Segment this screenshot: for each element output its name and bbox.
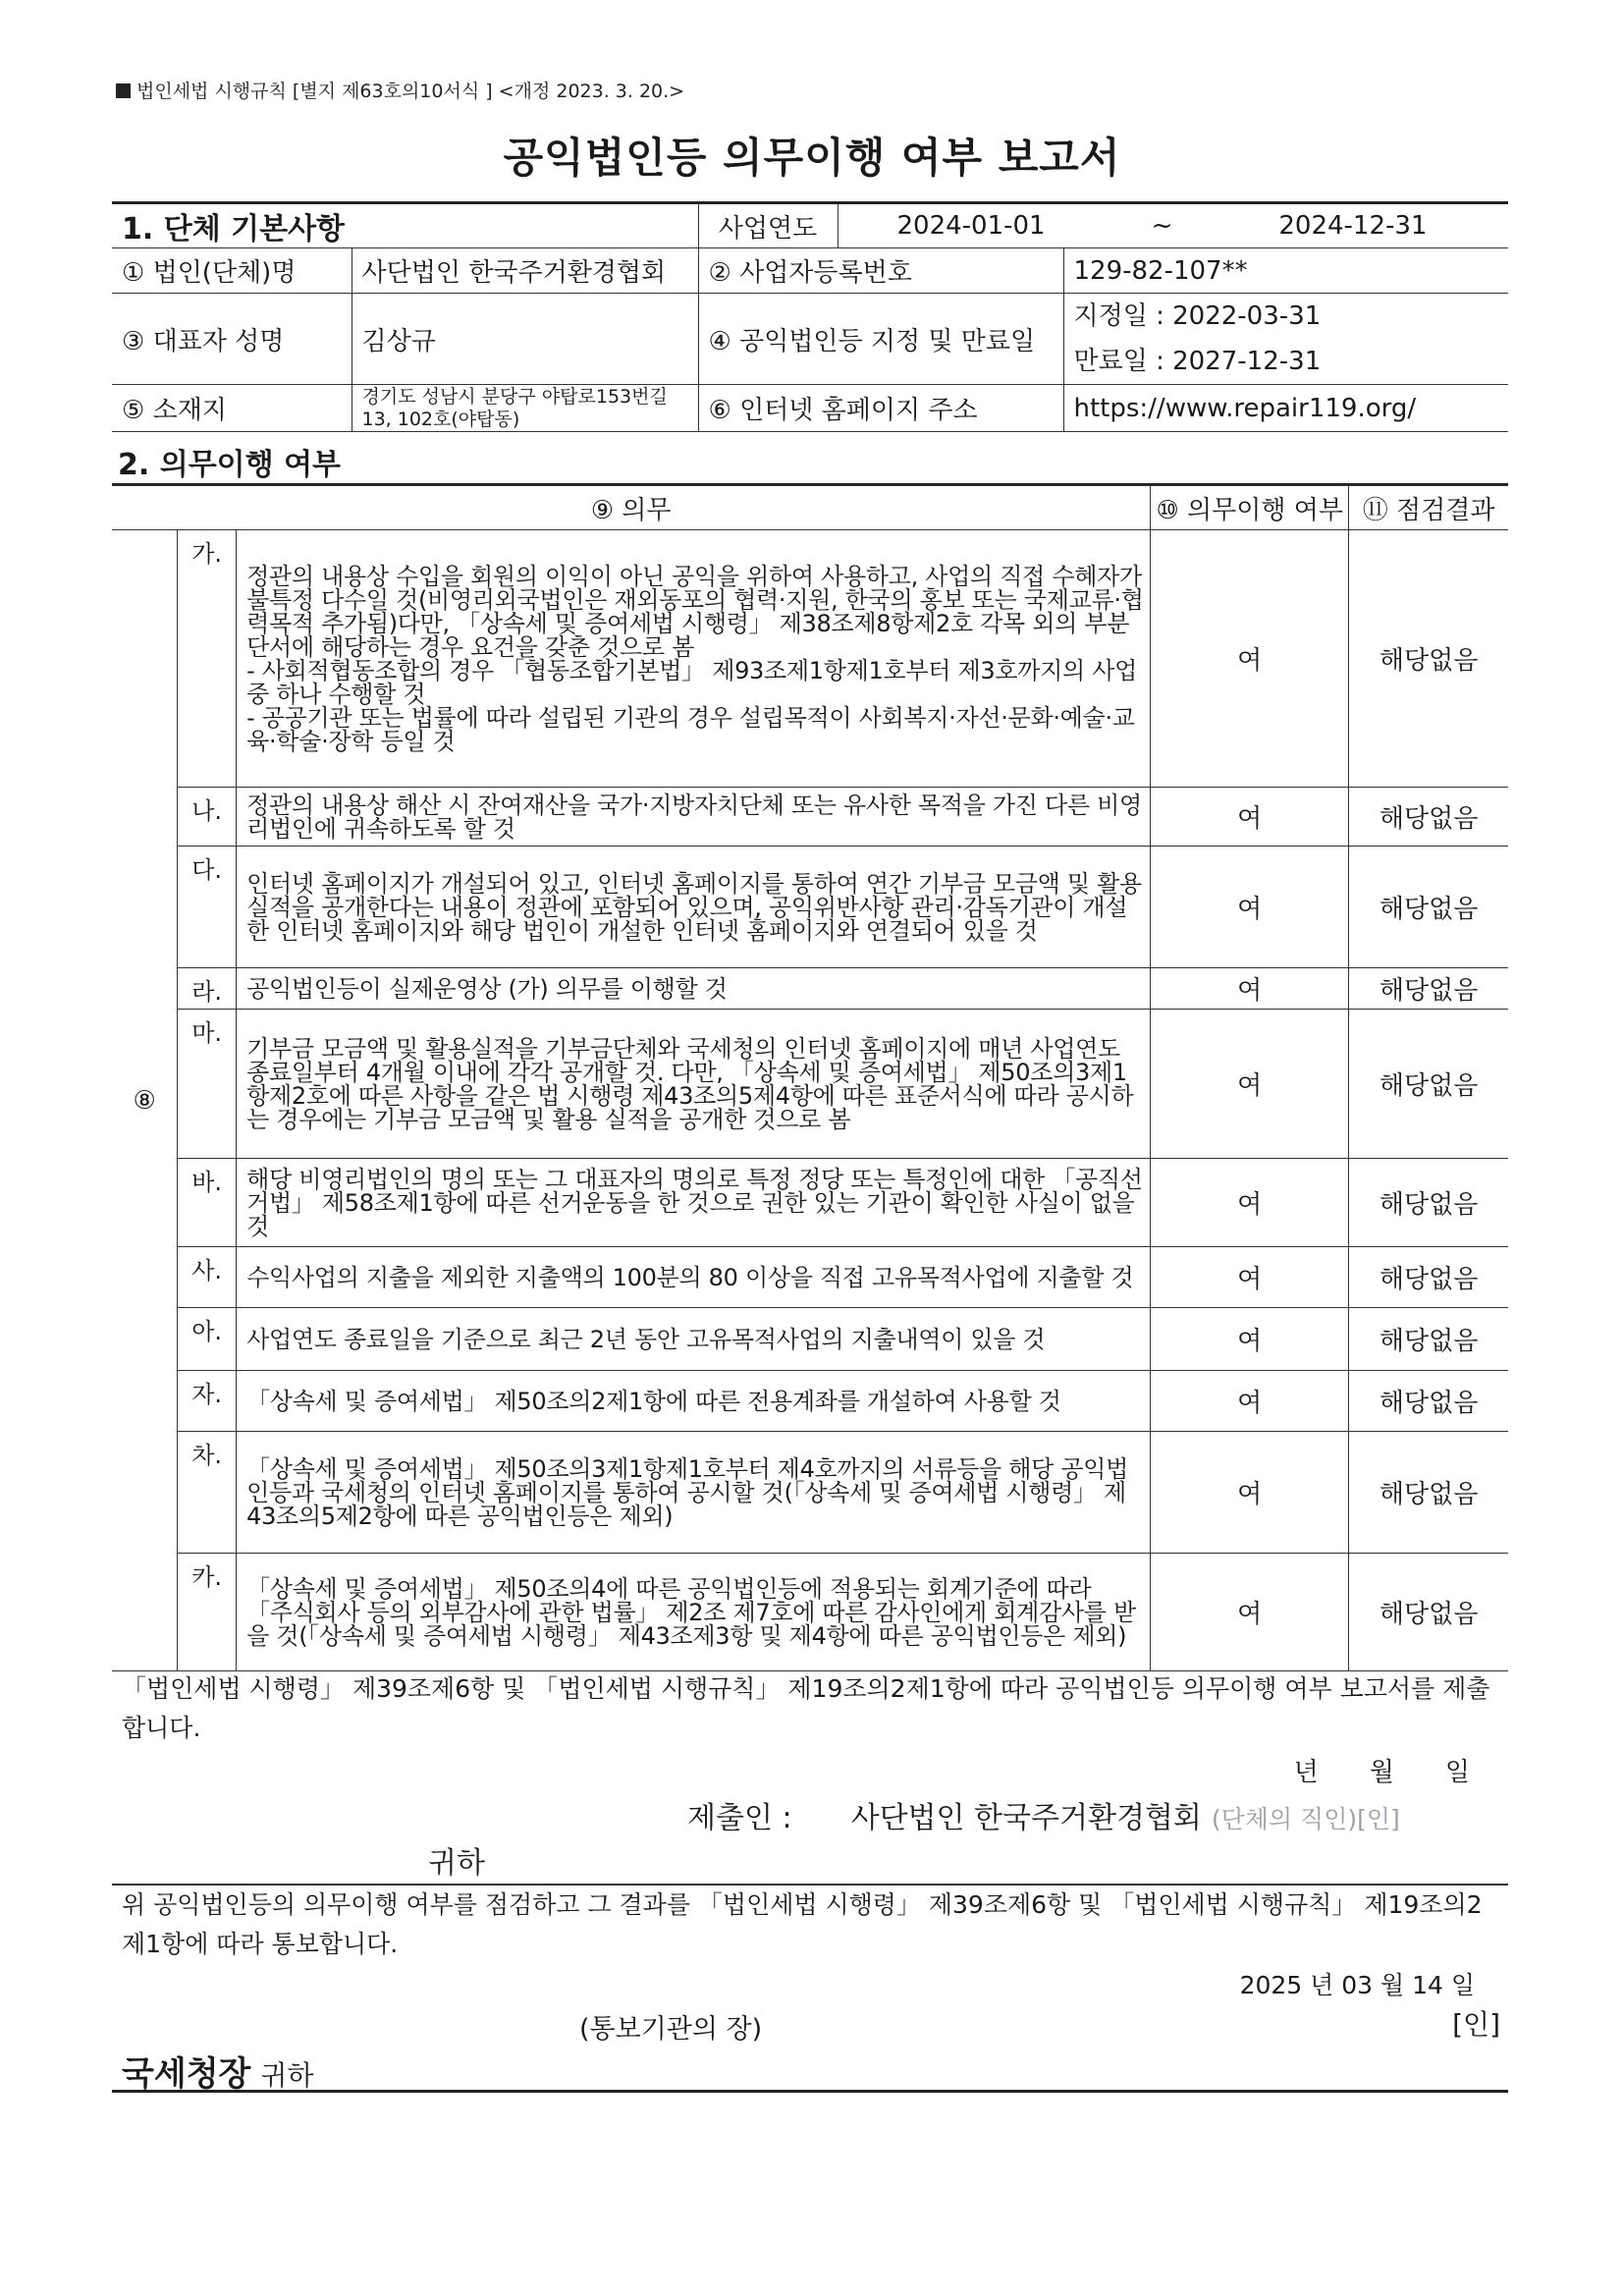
section1-heading: 1. 단체 기본사항 <box>112 203 698 248</box>
submitter-seal: (단체의 직인)[인] <box>1211 1805 1400 1833</box>
row-text: 수익사업의 지출을 제외한 지출액의 100분의 80 이상을 직접 고유목적사업에 지출할 것 <box>237 1247 1151 1308</box>
group-label: ⑧ <box>112 530 178 1671</box>
year-end: 2024-12-31 <box>1278 211 1428 241</box>
row-done: 여 <box>1151 1308 1349 1371</box>
homepage-label: ⑥ 인터넷 홈페이지 주소 <box>698 385 1063 432</box>
row-text: 기부금 모금액 및 활용실적을 기부금단체와 국세청의 인터넷 홈페이지에 매년 사업연도 종료일부터 4개월 이내에 각각 공개할 것. 다만, 「상속세 및 증여세법」 제50조의3제1항제2호에 따른 사항을 같은 법 시행령 제43조의5제4항에 따른 표준서식에 따라 공시하는 경우에는 기부금 모금액 및 활용 실적을 공개한 것으로 봄 <box>237 1010 1151 1159</box>
row-label: 마. <box>178 1010 237 1159</box>
row-label: 사. <box>178 1247 237 1308</box>
row-done: 여 <box>1151 788 1349 847</box>
row-text: 「상속세 및 증여세법」 제50조의2제1항에 따른 전용계좌를 개설하여 사용할 것 <box>237 1371 1151 1432</box>
table-row <box>112 1432 1508 1554</box>
agency-head: (통보기관의 장) <box>579 2014 763 2045</box>
date-day: 일 <box>1444 1758 1472 1787</box>
submitter <box>687 1793 1400 1836</box>
row-result: 해당없음 <box>1349 1010 1508 1159</box>
obligation-header-row <box>112 486 1508 530</box>
row-text: 「상속세 및 증여세법」 제50조의3제1항제1호부터 제4호까지의 서류등을 해당 공익법인등과 국세청의 인터넷 홈페이지를 통하여 공시할 것(「상속세 및 증여세법 시행령」 제43조의5제2항에 따른 공익법인등은 제외) <box>237 1432 1151 1554</box>
row-done: 여 <box>1151 1371 1349 1432</box>
row-label: 다. <box>178 847 237 968</box>
row-text: 공익법인등이 실제운영상 (가) 의무를 이행할 것 <box>237 968 1151 1010</box>
row-result: 해당없음 <box>1349 1308 1508 1371</box>
row-done: 여 <box>1151 1247 1349 1308</box>
table-row <box>112 1308 1508 1371</box>
table-row <box>112 1554 1508 1671</box>
table-row <box>112 1371 1508 1432</box>
designated-date: 지정일 : 2022-03-31 <box>1073 301 1322 331</box>
submission-date <box>1245 1752 1472 1788</box>
row-result: 해당없음 <box>1349 530 1508 788</box>
row-label: 바. <box>178 1159 237 1247</box>
submitter-label: 제출인 : <box>687 1801 792 1835</box>
row-done: 여 <box>1151 1432 1349 1554</box>
form-reference <box>116 77 684 103</box>
document-title: 공익법인등 의무이행 여부 보고서 <box>503 134 1121 182</box>
row-label: 자. <box>178 1371 237 1432</box>
addressee <box>122 2047 314 2095</box>
row-text: 「상속세 및 증여세법」 제50조의4에 따른 공익법인등에 적용되는 회계기준에 따라 「주식회사 등의 외부감사에 관한 법률」 제2조 제7호에 따른 감사인에게 회계감사를 받을 것(「상속세 및 증여세법 시행령」 제43조제3항 및 제4항에 따른 공익법인등은 제외) <box>237 1554 1151 1671</box>
table-row <box>112 1159 1508 1247</box>
date-year: 년 <box>1293 1758 1321 1787</box>
row-label: 차. <box>178 1432 237 1554</box>
addressee-suffix: 귀하 <box>260 2059 314 2092</box>
table-row <box>112 847 1508 968</box>
designation-label: ④ 공익법인등 지정 및 만료일 <box>698 294 1063 385</box>
submitter-org: 사단법인 한국주거환경협회 <box>850 1801 1202 1835</box>
rep-label: ③ 대표자 성명 <box>112 294 352 385</box>
square-bullet-icon <box>116 83 131 98</box>
row-label: 아. <box>178 1308 237 1371</box>
year-label: 사업연도 <box>698 203 838 248</box>
representative-row <box>112 294 1508 385</box>
year-start: 2024-01-01 <box>896 211 1046 241</box>
recipient-blank: 귀하 <box>428 1846 485 1881</box>
homepage-value: https://www.repair119.org/ <box>1063 385 1508 432</box>
address-label: ⑤ 소재지 <box>112 385 352 432</box>
designation-dates <box>1063 294 1508 385</box>
agency-seal: [인] <box>1452 2008 1500 2041</box>
row-done: 여 <box>1151 1554 1349 1671</box>
section2-heading: 2. 의무이행 여부 <box>118 448 342 482</box>
row-done: 여 <box>1151 968 1349 1010</box>
name-value: 사단법인 한국주거환경협회 <box>352 248 698 294</box>
row-result: 해당없음 <box>1349 788 1508 847</box>
row-text: 해당 비영리법인의 명의 또는 그 대표자의 명의로 특정 정당 또는 특정인에 대한 「공직선거법」 제58조제1항에 따른 선거운동을 한 것으로 권한 있는 기관이 확인한 사실이 없을 것 <box>237 1159 1151 1247</box>
name-label: ① 법인(단체)명 <box>112 248 352 294</box>
table-row <box>112 530 1508 788</box>
address-row <box>112 385 1508 432</box>
date-month: 월 <box>1369 1758 1396 1787</box>
name-row <box>112 248 1508 294</box>
table-row <box>112 1247 1508 1308</box>
row-result: 해당없음 <box>1349 1371 1508 1432</box>
notice-date: 2025 년 03 월 14 일 <box>1239 1971 1475 1999</box>
row-done: 여 <box>1151 530 1349 788</box>
submission-statement: 「법인세법 시행령」 제39조제6항 및 「법인세법 시행규칙」 제19조의2제1항에 따라 공익법인등 의무이행 여부 보고서를 제출합니다. <box>122 1674 1490 1742</box>
col-duty: ⑨ 의무 <box>112 486 1151 530</box>
row-done: 여 <box>1151 1159 1349 1247</box>
business-year <box>838 203 1508 248</box>
row-done: 여 <box>1151 847 1349 968</box>
obligation-table <box>112 485 1508 1671</box>
address-value: 경기도 성남시 분당구 야탑로153번길 13, 102호(야탑동) <box>352 385 698 432</box>
row-result: 해당없음 <box>1349 847 1508 968</box>
row-label: 카. <box>178 1554 237 1671</box>
bizno-label: ② 사업자등록번호 <box>698 248 1063 294</box>
row-result: 해당없음 <box>1349 1159 1508 1247</box>
row-result: 해당없음 <box>1349 1432 1508 1554</box>
basic-info-table <box>112 201 1508 432</box>
row-result: 해당없음 <box>1349 1247 1508 1308</box>
bottom-rule <box>112 2090 1508 2093</box>
row-done: 여 <box>1151 1010 1349 1159</box>
col-done: ⑩ 의무이행 여부 <box>1151 486 1349 530</box>
row-result: 해당없음 <box>1349 1554 1508 1671</box>
table-row <box>112 788 1508 847</box>
row-text: 사업연도 종료일을 기준으로 최근 2년 동안 고유목적사업의 지출내역이 있을 것 <box>237 1308 1151 1371</box>
bizno-value: 129-82-107** <box>1063 248 1508 294</box>
row-text: 정관의 내용상 해산 시 잔여재산을 국가·지방자치단체 또는 유사한 목적을 가진 다른 비영리법인에 귀속하도록 할 것 <box>237 788 1151 847</box>
expiry-date: 만료일 : 2027-12-31 <box>1073 347 1322 376</box>
form-reference-text: 법인세법 시행규칙 [별지 제63호의10서식 ] <개정 2023. 3. 20.> <box>136 81 685 102</box>
rep-value: 김상규 <box>352 294 698 385</box>
table-row <box>112 968 1508 1010</box>
col-result: ⑪ 점검결과 <box>1349 486 1508 530</box>
row-label: 라. <box>178 968 237 1010</box>
row-result: 해당없음 <box>1349 968 1508 1010</box>
row-label: 나. <box>178 788 237 847</box>
basic-info-header-row <box>112 203 1508 248</box>
table-row <box>112 1010 1508 1159</box>
notice-statement: 위 공익법인등의 의무이행 여부를 점검하고 그 결과를 「법인세법 시행령」 제39조제6항 및 「법인세법 시행규칙」 제19조의2제1항에 따라 통보합니다. <box>122 1890 1483 1958</box>
row-text: 정관의 내용상 수입을 회원의 이익이 아닌 공익을 위하여 사용하고, 사업의 직접 수혜자가 불특정 다수일 것(비영리외국법인은 재외동포의 협력·지원, 한국의 홍보 또는 국제교류·협력목적 추가됨)다만, 「상속세 및 증여세법 시행령」 제38조제8항제2호 각목 외의 부분단서에 해당하는 경우 요건을 갖춘 것으로 봄 - 사회적협동조합의 경우 「협동조합기본법」 제93조제1항제1호부터 제3호까지의 사업 중 하나 수행할 것 - 공공기관 또는 법률에 따라 설립된 기관의 경우 설립목적이 사회복지·자선·문화·예술·교육·학술·장학 등일 것 <box>237 530 1151 788</box>
year-separator: ~ <box>1151 211 1173 241</box>
row-label: 가. <box>178 530 237 788</box>
addressee-name: 국세청장 <box>122 2054 251 2094</box>
row-text: 인터넷 홈페이지가 개설되어 있고, 인터넷 홈페이지를 통하여 연간 기부금 모금액 및 활용실적을 공개한다는 내용이 정관에 포함되어 있으며, 공익위반사항 관리·감독기관이 개설한 인터넷 홈페이지와 해당 법인이 개설한 인터넷 홈페이지와 연결되어 있을 것 <box>237 847 1151 968</box>
